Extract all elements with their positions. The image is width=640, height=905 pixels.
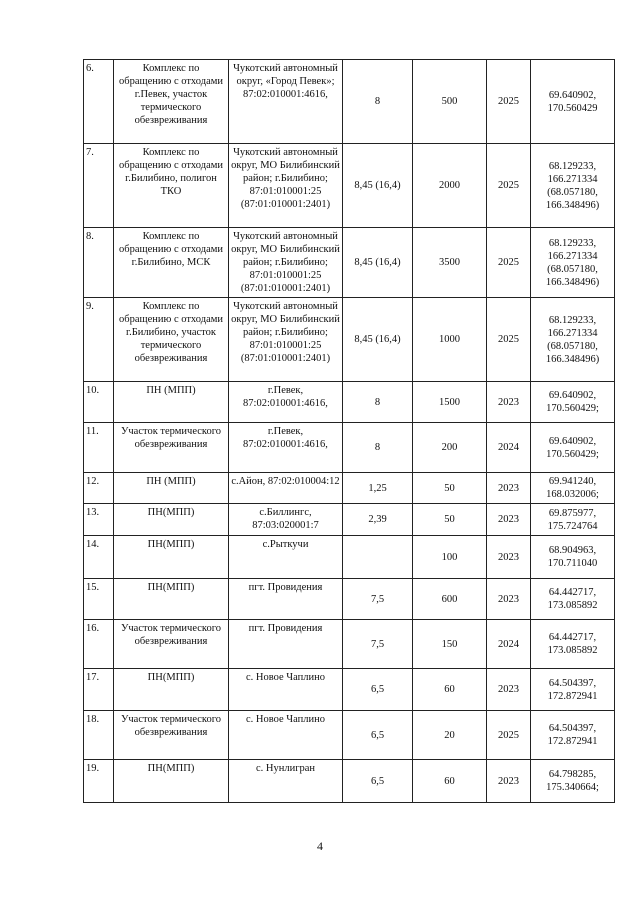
location-cell: с.Айон, 87:02:010004:12 <box>229 473 343 504</box>
table-row <box>84 473 615 504</box>
object-name: ПН(МПП) <box>114 760 229 803</box>
year-value: 2023 <box>487 669 531 711</box>
coordinates-value: 64.798285, 175.340664; <box>531 760 615 803</box>
location-cell: с. Новое Чаплино <box>229 711 343 760</box>
area-value: 8 <box>343 382 413 423</box>
year-value: 2023 <box>487 382 531 423</box>
coordinates-value: 64.442717, 173.085892 <box>531 620 615 669</box>
capacity-value: 20 <box>413 711 487 760</box>
capacity-value: 600 <box>413 579 487 620</box>
object-name: Комплекс по обращению с отходами г.Певек, участок термического обезвреживания <box>114 60 229 144</box>
row-number: 10. <box>84 382 114 423</box>
area-value: 7,5 <box>343 620 413 669</box>
capacity-value: 2000 <box>413 144 487 228</box>
object-name: Комплекс по обращению с отходами г.Билибино, полигон ТКО <box>114 144 229 228</box>
coordinates-value: 64.504397, 172.872941 <box>531 711 615 760</box>
location-cell: пгт. Провидения <box>229 579 343 620</box>
object-name: ПН(МПП) <box>114 536 229 579</box>
area-value: 1,25 <box>343 473 413 504</box>
location-cell: Чукотский автономный округ, МО Билибинский район; г.Билибино; 87:01:010001:25 (87:01:010001:2401) <box>229 228 343 298</box>
area-value: 2,39 <box>343 504 413 536</box>
object-name: ПН (МПП) <box>114 382 229 423</box>
table-row <box>84 228 615 298</box>
coordinates-value: 68.129233, 166.271334 (68.057180, 166.348496) <box>531 144 615 228</box>
area-value <box>343 536 413 579</box>
table-row <box>84 669 615 711</box>
year-value: 2024 <box>487 620 531 669</box>
year-value: 2023 <box>487 473 531 504</box>
capacity-value: 100 <box>413 536 487 579</box>
object-name: ПН(МПП) <box>114 669 229 711</box>
location-cell: г.Певек, 87:02:010001:4616, <box>229 423 343 473</box>
year-value: 2024 <box>487 423 531 473</box>
table-row <box>84 423 615 473</box>
coordinates-value: 64.504397, 172.872941 <box>531 669 615 711</box>
row-number: 12. <box>84 473 114 504</box>
table-row <box>84 760 615 803</box>
page-number: 4 <box>317 839 323 853</box>
location-cell: Чукотский автономный округ, МО Билибинский район; г.Билибино; 87:01:010001:25 (87:01:010001:2401) <box>229 144 343 228</box>
table-row <box>84 504 615 536</box>
location-cell: Чукотский автономный округ, «Город Певек»; 87:02:010001:4616, <box>229 60 343 144</box>
table-row <box>84 579 615 620</box>
area-value: 8,45 (16,4) <box>343 144 413 228</box>
location-cell: пгт. Провидения <box>229 620 343 669</box>
table-row <box>84 382 615 423</box>
capacity-value: 1500 <box>413 382 487 423</box>
location-cell: с. Новое Чаплино <box>229 669 343 711</box>
object-name: ПН (МПП) <box>114 473 229 504</box>
location-cell: с.Рыткучи <box>229 536 343 579</box>
capacity-value: 1000 <box>413 298 487 382</box>
year-value: 2025 <box>487 144 531 228</box>
capacity-value: 50 <box>413 473 487 504</box>
object-name: ПН(МПП) <box>114 504 229 536</box>
area-value: 6,5 <box>343 711 413 760</box>
location-cell: г.Певек, 87:02:010001:4616, <box>229 382 343 423</box>
row-number: 19. <box>84 760 114 803</box>
table-row <box>84 620 615 669</box>
location-cell: с.Биллингс, 87:03:020001:7 <box>229 504 343 536</box>
area-value: 8,45 (16,4) <box>343 298 413 382</box>
capacity-value: 500 <box>413 60 487 144</box>
area-value: 7,5 <box>343 579 413 620</box>
row-number: 17. <box>84 669 114 711</box>
row-number: 15. <box>84 579 114 620</box>
coordinates-value: 69.640902, 170.560429; <box>531 423 615 473</box>
location-cell: с. Нунлигран <box>229 760 343 803</box>
capacity-value: 150 <box>413 620 487 669</box>
year-value: 2025 <box>487 298 531 382</box>
coordinates-value: 69.640902, 170.560429 <box>531 60 615 144</box>
coordinates-value: 69.640902, 170.560429; <box>531 382 615 423</box>
area-value: 8 <box>343 60 413 144</box>
area-value: 6,5 <box>343 760 413 803</box>
year-value: 2023 <box>487 760 531 803</box>
facilities-table <box>83 59 615 803</box>
coordinates-value: 68.129233, 166.271334 (68.057180, 166.348496) <box>531 298 615 382</box>
coordinates-value: 64.442717, 173.085892 <box>531 579 615 620</box>
row-number: 6. <box>84 60 114 144</box>
object-name: Комплекс по обращению с отходами г.Билибино, участок термического обезвреживания <box>114 298 229 382</box>
row-number: 11. <box>84 423 114 473</box>
object-name: Комплекс по обращению с отходами г.Билибино, МСК <box>114 228 229 298</box>
table-row <box>84 298 615 382</box>
row-number: 18. <box>84 711 114 760</box>
table-row <box>84 60 615 144</box>
area-value: 6,5 <box>343 669 413 711</box>
table-row <box>84 711 615 760</box>
year-value: 2025 <box>487 228 531 298</box>
coordinates-value: 69.875977, 175.724764 <box>531 504 615 536</box>
capacity-value: 200 <box>413 423 487 473</box>
year-value: 2023 <box>487 536 531 579</box>
location-cell: Чукотский автономный округ, МО Билибинский район; г.Билибино; 87:01:010001:25 (87:01:010001:2401) <box>229 298 343 382</box>
row-number: 14. <box>84 536 114 579</box>
table-row <box>84 144 615 228</box>
capacity-value: 60 <box>413 760 487 803</box>
row-number: 16. <box>84 620 114 669</box>
capacity-value: 3500 <box>413 228 487 298</box>
area-value: 8 <box>343 423 413 473</box>
object-name: Участок термического обезвреживания <box>114 711 229 760</box>
year-value: 2023 <box>487 579 531 620</box>
coordinates-value: 68.129233, 166.271334 (68.057180, 166.348496) <box>531 228 615 298</box>
row-number: 8. <box>84 228 114 298</box>
table-row <box>84 536 615 579</box>
area-value: 8,45 (16,4) <box>343 228 413 298</box>
year-value: 2025 <box>487 60 531 144</box>
capacity-value: 50 <box>413 504 487 536</box>
row-number: 9. <box>84 298 114 382</box>
year-value: 2023 <box>487 504 531 536</box>
object-name: Участок термического обезвреживания <box>114 620 229 669</box>
object-name: ПН(МПП) <box>114 579 229 620</box>
coordinates-value: 68.904963, 170.711040 <box>531 536 615 579</box>
capacity-value: 60 <box>413 669 487 711</box>
year-value: 2025 <box>487 711 531 760</box>
object-name: Участок термического обезвреживания <box>114 423 229 473</box>
coordinates-value: 69.941240, 168.032006; <box>531 473 615 504</box>
row-number: 7. <box>84 144 114 228</box>
row-number: 13. <box>84 504 114 536</box>
